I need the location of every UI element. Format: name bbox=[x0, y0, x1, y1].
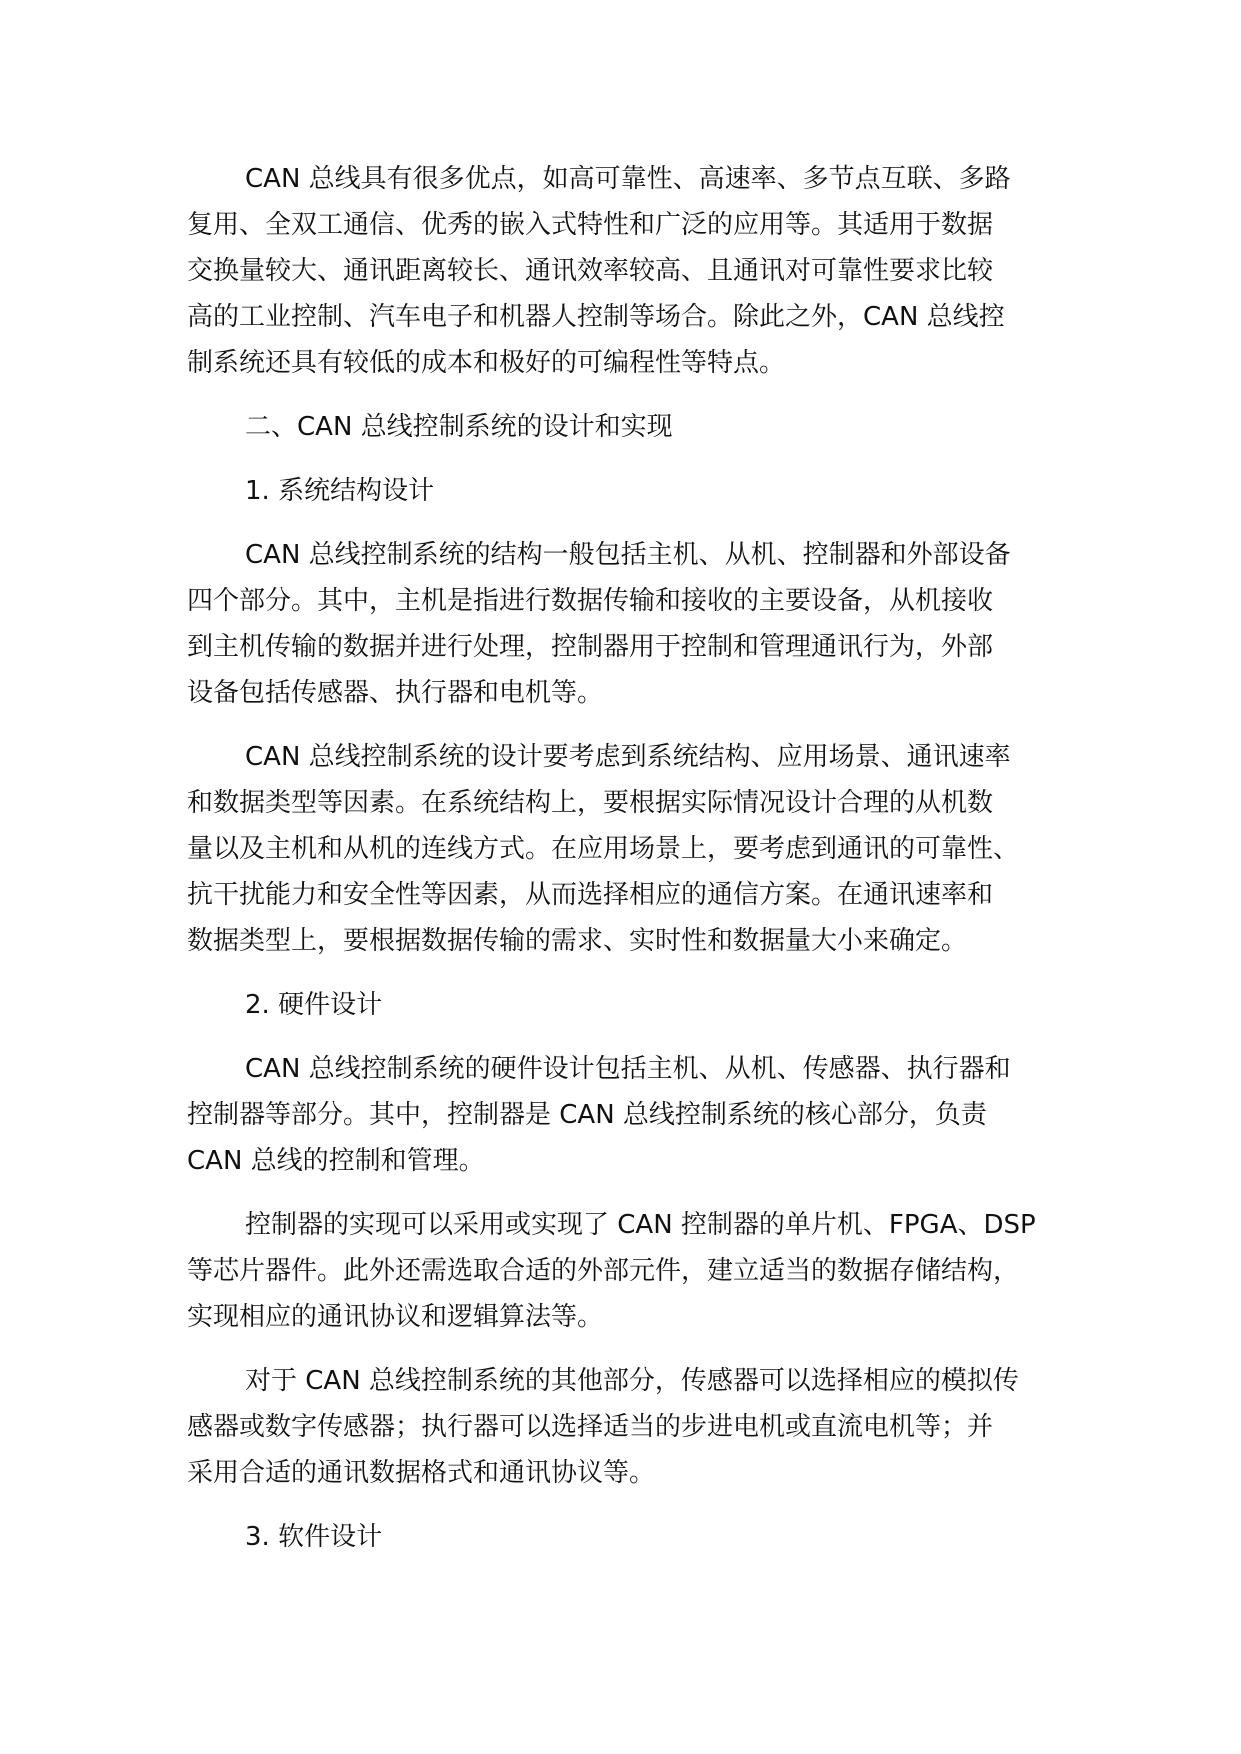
paragraph-gap bbox=[187, 1496, 1077, 1514]
text-line: 控制器等部分。其中，控制器是 CAN 总线控制系统的核心部分，负责 bbox=[187, 1100, 987, 1130]
subsection-heading-software bbox=[187, 1514, 1077, 1560]
heading-line: 二、CAN 总线控制系统的设计和实现 bbox=[245, 412, 673, 442]
paragraph-gap bbox=[187, 716, 1077, 734]
paragraph-hardware bbox=[187, 1046, 1077, 1184]
text-line: 量以及主机和从机的连线方式。在应用场景上，要考虑到通讯的可靠性、 bbox=[187, 834, 1020, 864]
subsection-heading-structure bbox=[187, 468, 1077, 514]
paragraph-gap bbox=[187, 1028, 1077, 1046]
text-line: 高的工业控制、汽车电子和机器人控制等场合。除此之外，CAN 总线控 bbox=[187, 302, 1005, 332]
paragraph-gap bbox=[187, 386, 1077, 404]
text-line: 设备包括传感器、执行器和电机等。 bbox=[187, 678, 604, 708]
text-line: CAN 总线的控制和管理。 bbox=[187, 1146, 485, 1176]
text-line: CAN 总线控制系统的硬件设计包括主机、从机、传感器、执行器和 bbox=[245, 1054, 1011, 1084]
text-line: CAN 总线控制系统的结构一般包括主机、从机、控制器和外部设备 bbox=[245, 540, 1011, 570]
text-line: 到主机传输的数据并进行处理，控制器用于控制和管理通讯行为，外部 bbox=[187, 632, 994, 662]
paragraph-can-advantages bbox=[187, 156, 1077, 386]
heading-line: 2. 硬件设计 bbox=[245, 990, 383, 1020]
text-line: 交换量较大、通讯距离较长、通讯效率较高、且通讯对可靠性要求比较 bbox=[187, 256, 994, 286]
text-line: 数据类型上，要根据数据传输的需求、实时性和数据量大小来确定。 bbox=[187, 926, 968, 956]
text-line: 四个部分。其中，主机是指进行数据传输和接收的主要设备，从机接收 bbox=[187, 586, 994, 616]
text-line: 实现相应的通讯协议和逻辑算法等。 bbox=[187, 1302, 604, 1332]
text-line: 采用合适的通讯数据格式和通讯协议等。 bbox=[187, 1458, 656, 1488]
text-line: CAN 总线控制系统的设计要考虑到系统结构、应用场景、通讯速率 bbox=[245, 742, 1011, 772]
heading-line: 1. 系统结构设计 bbox=[245, 476, 435, 506]
text-line: 和数据类型等因素。在系统结构上，要根据实际情况设计合理的从机数 bbox=[187, 788, 994, 818]
paragraph-gap bbox=[187, 450, 1077, 468]
paragraph-gap bbox=[187, 1184, 1077, 1202]
text-line: CAN 总线具有很多优点，如高可靠性、高速率、多节点互联、多路 bbox=[245, 164, 1011, 194]
text-line: 抗干扰能力和安全性等因素，从而选择相应的通信方案。在通讯速率和 bbox=[187, 880, 994, 910]
paragraph-gap bbox=[187, 1340, 1077, 1358]
paragraph-structure bbox=[187, 532, 1077, 716]
paragraph-design-considerations bbox=[187, 734, 1077, 964]
section-heading bbox=[187, 404, 1077, 450]
paragraph-other-parts bbox=[187, 1358, 1077, 1496]
heading-line: 3. 软件设计 bbox=[245, 1522, 383, 1552]
text-line: 感器或数字传感器；执行器可以选择适当的步进电机或直流电机等；并 bbox=[187, 1412, 994, 1442]
text-line: 控制器的实现可以采用或实现了 CAN 控制器的单片机、FPGA、DSP bbox=[245, 1210, 1036, 1240]
document-body bbox=[187, 156, 1077, 1560]
paragraph-controller bbox=[187, 1202, 1077, 1340]
text-line: 等芯片器件。此外还需选取合适的外部元件，建立适当的数据存储结构， bbox=[187, 1256, 1020, 1286]
paragraph-gap bbox=[187, 964, 1077, 982]
text-line: 复用、全双工通信、优秀的嵌入式特性和广泛的应用等。其适用于数据 bbox=[187, 210, 994, 240]
paragraph-gap bbox=[187, 514, 1077, 532]
text-line: 制系统还具有较低的成本和极好的可编程性等特点。 bbox=[187, 348, 786, 378]
text-line: 对于 CAN 总线控制系统的其他部分，传感器可以选择相应的模拟传 bbox=[245, 1366, 1019, 1396]
subsection-heading-hardware bbox=[187, 982, 1077, 1028]
